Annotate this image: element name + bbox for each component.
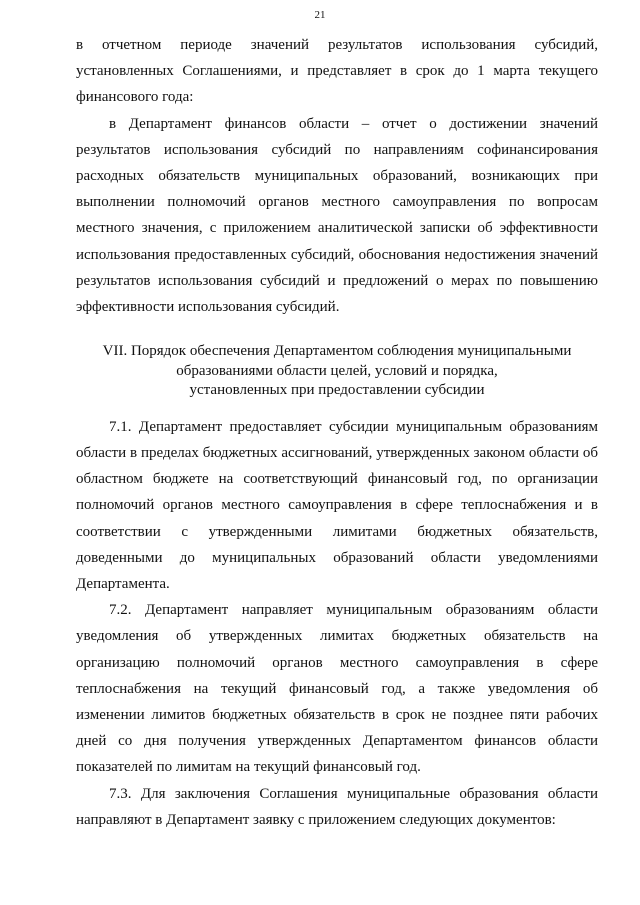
section-heading-line-1: VII. Порядок обеспечения Департаментом соблюдения муниципальными	[102, 343, 572, 360]
paragraph-7-2: 7.2. Департамент направляет муниципальным образованиям области уведомления об утвержденных лимитах бюджетных обязательств на организацию полномочий органов местного самоуправления в сфере теплоснабжения на текущий финансовый год, а также уведомления об изменении лимитов бюджетных обязательств в срок не позднее пяти рабочих дней со дня получения утвержденных Департаментом финансов области показателей по лимитам на текущий финансовый год.	[76, 602, 598, 776]
page-number: 21	[314, 9, 326, 21]
paragraph-finance-report: в Департамент финансов области – отчет о достижении значений результатов использования субсидий по направлениям софинансирования расходных обязательств муниципальных образований, возникающих при выполнении полномочий органов местного самоуправления по вопросам местного значения, с приложением аналитической записки об эффективности использования предоставленных субсидий, обоснования недостижения значений результатов использования субсидий и предложений о мерах по повышению эффективности использования субсидий.	[76, 115, 598, 316]
section-heading-line-2: образованиями области целей, условий и порядка,	[176, 362, 498, 379]
paragraph-continuation: в отчетном периоде значений результатов использования субсидий, установленных Соглашениями, и представляет в срок до 1 марта текущего финансового года:	[76, 37, 598, 106]
paragraph-7-3: 7.3. Для заключения Соглашения муниципальные образования области направляют в Департамент заявку с приложением следующих документов:	[76, 785, 598, 828]
document-body	[76, 32, 598, 833]
paragraph-7-1: 7.1. Департамент предоставляет субсидии муниципальным образованиям области в пределах бюджетных ассигнований, утвержденных законом области об областном бюджете на соответствующий финансовый год, по организации полномочий органов местного самоуправления в сфере теплоснабжения и в соответствии с утвержденными лимитами бюджетных обязательств, доведенными до муниципальных образований области уведомлениями Департамента.	[76, 418, 598, 592]
section-heading	[76, 342, 598, 401]
section-heading-line-3: установленных при предоставлении субсидии	[189, 382, 485, 399]
